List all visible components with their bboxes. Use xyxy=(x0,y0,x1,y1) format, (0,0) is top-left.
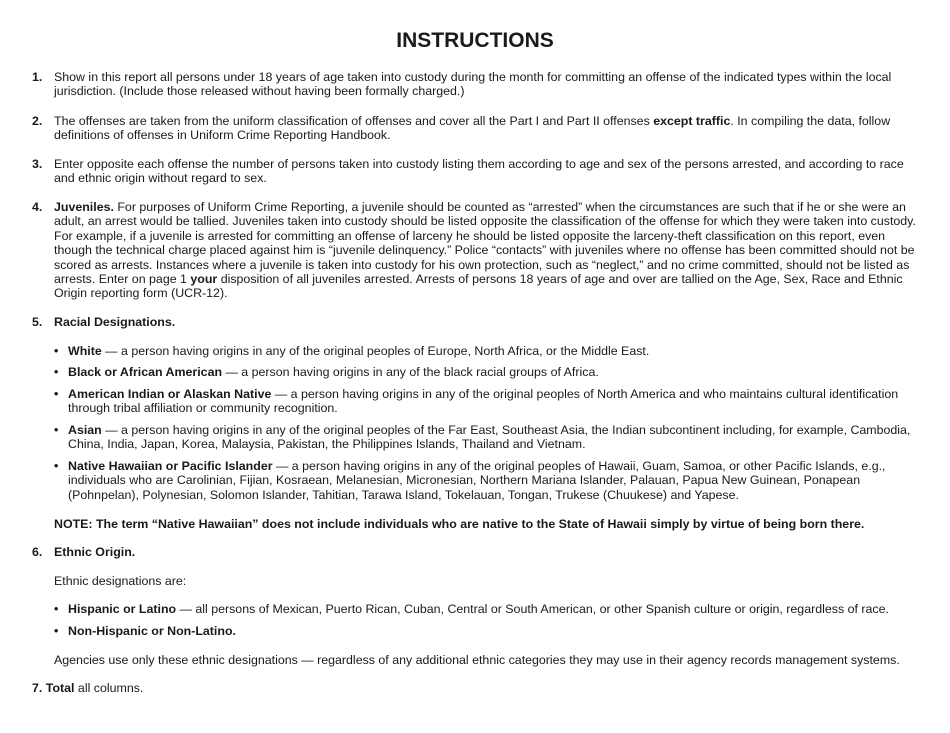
instruction-7 xyxy=(32,681,920,695)
native-hawaiian-note: NOTE: The term “Native Hawaiian” does not include individuals who are native to the State of Hawaii simply by virtue of being born there. xyxy=(54,517,865,531)
bullet-icon: • xyxy=(54,602,59,616)
bullet-icon: • xyxy=(54,459,59,473)
item-number: 6. xyxy=(32,545,43,559)
bullet-icon: • xyxy=(54,423,59,437)
bullet-icon: • xyxy=(54,344,59,358)
item-number: 7. xyxy=(32,681,43,695)
ethnic-intro: Ethnic designations are: xyxy=(54,574,187,588)
total-text: all columns. xyxy=(74,681,144,695)
page-title: INSTRUCTIONS xyxy=(396,29,554,52)
instructions-page: INSTRUCTIONS 1. Show in this report all persons under 18 years of age taken into custody during the month for committing an offense of the indicated types within the local jurisdiction. (Include those released without having been formally charged.) 2. The offenses are taken from the uniform classification of offenses and cover all the Part I and Part II offenses except traffic. In compiling the data, follow definitions of offenses in Uniform Crime Reporting Handbook. 3. Enter opposite each offense the number of persons taken into custody listing them according to age and sex of the persons arrested, and according to race and ethnic origin without regard to sex. 4. Juveniles. For purposes of Uniform Crime Reporting, a juvenile should be counted as “arrested” when the circumstances are such that if he or she were an adult, an arrest would be tallied. Juveniles taken into custody should be listed opposite the classification of the offense for which they were taken into custody. For example, if a juvenile is arrested for committing an offense of larceny he should be listed opposite the larceny-theft classification on this report, even though the technical charge placed against him is “juvenile delinquency.” Police “contacts” with juveniles where no offense has been committed should not be scored as arrests. Instances where a juvenile is taken into custody for his own protection, such as “neglect,” and no crime committed, should not be listed as arrests. Enter on page 1 your disposition of all juveniles arrested. Arrests of persons 18 years of age and over are tallied on the Age, Sex, Race and Ethnic Origin reporting form (UCR-12). 5. Racial Designations. • White — a person having origins in any of the original peoples of Europe, North Africa, or the Middle East. • Black or African American — a person having origins in any of the black racial groups of Africa. • American Indian or Alaskan Native — a person having origins in any of the original peoples of North America and who maintains cultural identification through tribal affiliation or community recognition. • Asian — a person having origins in any of the original peoples of the Far East, Southeast Asia, the Indian subcontinent including, for example, Cambodia, China, India, Japan, Korea, Malaysia, Pakistan, the Philippines Islands, Thailand and Vietnam. • Native Hawaiian or Pacific Islander — a person having origins in any of the original peoples of Hawaii, Guam, Samoa, or other Pacific Islands, e.g., individuals who are Carolinian, Fijian, Kosraean, Melanesian, Micronesian, Northern Mariana Islander, Palauan, Papua New Guinean, Ponapean (Pohnpelan), Polynesian, Solomon Islander, Tahitian, Tarawa Island, Tokelauan, Tongan, Trukese (Chuukese) and Yapese. NOTE: The term “Native Hawaiian” does not include individuals who are native to the State of Hawaii simply by virtue of being born there. 6. Ethnic Origin. Ethnic designations are: • Hispanic or Latino — all persons of Mexican, Puerto Rican, Cuban, Central or South American, or other Spanish culture or origin, regardless of race. • Non-Hispanic or Non-Latino. Agencies use only these ethnic designations — regardless of any additional ethnic categories they may use in their agency records management systems. 7. Total all columns. xyxy=(0,0,950,733)
item-text: The offenses are taken from the uniform classification of offenses and cover all the Part I and Part II offenses except traffic. In compiling the data, follow definitions of offenses in Uniform Crime Reporting Handbook. xyxy=(54,114,891,143)
item-text: Juveniles. For purposes of Uniform Crime Reporting, a juvenile should be counted as “arrested” when the circumstances are such that if he or she were an adult, an arrest would be tallied. Juveniles taken into custody should be listed opposite the classification of the offense for which they were taken into custody. For example, if a juvenile is arrested for committing an offense of larceny he should be listed opposite the larceny-theft classification on this report, even though the technical charge placed against him is “juvenile delinquency.” Police “contacts” with juveniles where no offense has been committed should not be scored as arrests. Instances where a juvenile is taken into custody for his own protection, such as “neglect,” and no crime committed, should not be listed as arrests. Enter on page 1 your disposition of all juveniles arrested. Arrests of persons 18 years of age and over are tallied on the Age, Sex, Race and Ethnic Origin reporting form (UCR-12). xyxy=(54,200,916,301)
item-number: 2. xyxy=(32,114,43,128)
item-number: 5. xyxy=(32,315,43,329)
item-text: Enter opposite each offense the number of persons taken into custody listing them according to age and sex of the persons arrested, and according to race and ethnic origin without regard to sex. xyxy=(54,157,904,186)
item-text: Show in this report all persons under 18 years of age taken into custody during the month for committing an offense of the indicated types within the local jurisdiction. (Include those released without having been formally charged.) xyxy=(54,70,892,99)
ethnic-closing: Agencies use only these ethnic designations — regardless of any additional ethnic categories they may use in their agency records management systems. xyxy=(54,653,900,667)
racial-designations-heading: Racial Designations. xyxy=(54,315,176,329)
item-number: 4. xyxy=(32,200,43,214)
ethnic-origin-heading: Ethnic Origin. xyxy=(54,545,136,559)
juveniles-heading: Juveniles. xyxy=(54,200,114,214)
bullet-icon: • xyxy=(54,365,59,379)
item-number: 1. xyxy=(32,70,43,84)
bullet-icon: • xyxy=(54,387,59,401)
your-emphasis: your xyxy=(190,272,218,287)
total-label: Total xyxy=(45,681,75,695)
item-number: 3. xyxy=(32,157,43,171)
except-traffic-emphasis: except traffic xyxy=(653,114,731,128)
bullet-icon: • xyxy=(54,624,59,638)
